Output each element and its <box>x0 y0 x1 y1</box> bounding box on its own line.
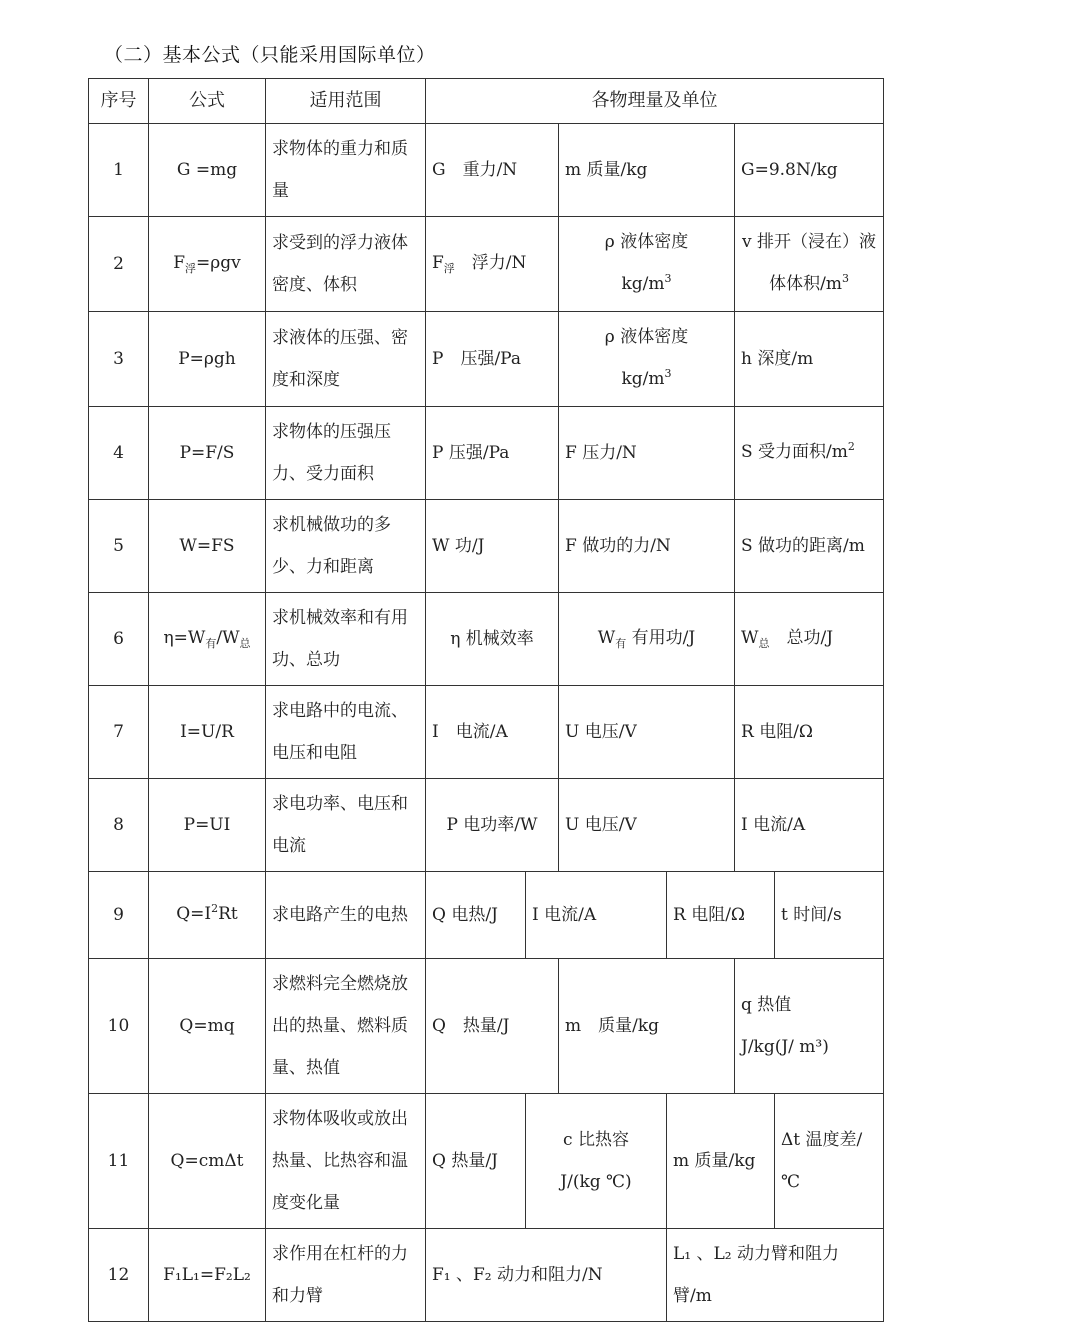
header-index: 序号 <box>89 79 149 124</box>
quantity-cell: S 受力面积$/m^2$ <box>735 407 884 500</box>
table-row <box>89 124 884 217</box>
header-formula: 公式 <box>149 79 266 124</box>
row-formula: $F_浮=\rho gv$ <box>149 217 266 312</box>
quantity-cell: I 电流/A <box>426 686 559 779</box>
quantity-cell: c 比热容 J/(kg ℃) <box>526 1094 667 1229</box>
table-header-row <box>89 79 884 124</box>
row-index: 11 <box>89 1094 149 1229</box>
quantity-cell: I 电流/A <box>526 872 667 959</box>
quantity-cell: m 质量/kg <box>559 124 735 217</box>
row-formula: W=FS <box>149 500 266 593</box>
row-scope: 求机械效率和有用功、总功 <box>266 593 426 686</box>
quantity-cell: R 电阻/Ω <box>667 872 775 959</box>
row-formula: I=U/R <box>149 686 266 779</box>
quantity-cell: P 电功率/W <box>426 779 559 872</box>
section-heading: （二）基本公式（只能采用国际单位） <box>104 44 436 66</box>
row-index: 4 <box>89 407 149 500</box>
row-index: 2 <box>89 217 149 312</box>
header-quantities: 各物理量及单位 <box>426 79 884 124</box>
quantity-cell: $W_有$ 有用功/J <box>559 593 735 686</box>
row-formula: Q=cmΔt <box>149 1094 266 1229</box>
table-row <box>89 1229 884 1322</box>
quantity-cell: R 电阻/Ω <box>735 686 884 779</box>
table-row <box>89 407 884 500</box>
row-scope: 求液体的压强、密度和深度 <box>266 312 426 407</box>
row-index: 9 <box>89 872 149 959</box>
quantity-cell: F₁ 、F₂ 动力和阻力/N <box>426 1229 667 1322</box>
quantity-cell: $W_总$ 总功/J <box>735 593 884 686</box>
row-index: 8 <box>89 779 149 872</box>
table-row <box>89 779 884 872</box>
row-scope: 求物体的重力和质量 <box>266 124 426 217</box>
quantity-cell: t 时间/s <box>775 872 884 959</box>
row-scope: 求燃料完全燃烧放出的热量、燃料质量、热值 <box>266 959 426 1094</box>
row-index: 1 <box>89 124 149 217</box>
quantity-cell: Δt 温度差/℃ <box>775 1094 884 1229</box>
row-formula: P=ρgh <box>149 312 266 407</box>
quantity-cell: Q 热量/J <box>426 959 559 1094</box>
row-scope: 求作用在杠杆的力和力臂 <box>266 1229 426 1322</box>
row-index: 6 <box>89 593 149 686</box>
quantity-cell: G 重力/N <box>426 124 559 217</box>
row-formula: $Q=I^2Rt$ <box>149 872 266 959</box>
quantity-cell: U 电压/V <box>559 686 735 779</box>
quantity-cell: I 电流/A <box>735 779 884 872</box>
quantity-cell: $F_浮$ 浮力/N <box>426 217 559 312</box>
quantity-cell: W 功/J <box>426 500 559 593</box>
formula-table <box>88 78 884 1322</box>
quantity-cell: η 机械效率 <box>426 593 559 686</box>
quantity-cell: ρ 液体密度 $kg/m^3$ <box>559 312 735 407</box>
quantity-cell: L₁ 、L₂ 动力臂和阻力臂/m <box>667 1229 884 1322</box>
row-formula: $\eta=W_有/W_总$ <box>149 593 266 686</box>
row-formula: P=F/S <box>149 407 266 500</box>
quantity-cell: q 热值 J/kg(J/ m³) <box>735 959 884 1094</box>
row-formula: P=UI <box>149 779 266 872</box>
quantity-cell: G=9.8N/kg <box>735 124 884 217</box>
quantity-cell: P 压强/Pa <box>426 312 559 407</box>
row-formula: G =mg <box>149 124 266 217</box>
quantity-cell: F 压力/N <box>559 407 735 500</box>
row-scope: 求电路产生的电热 <box>266 872 426 959</box>
table-row <box>89 872 884 959</box>
row-scope: 求物体吸收或放出热量、比热容和温度变化量 <box>266 1094 426 1229</box>
quantity-cell: v 排开（浸在）液 体体积$/m^3$ <box>735 217 884 312</box>
quantity-cell: m 质量/kg <box>667 1094 775 1229</box>
header-scope: 适用范围 <box>266 79 426 124</box>
quantity-cell: U 电压/V <box>559 779 735 872</box>
table-row <box>89 959 884 1094</box>
row-index: 10 <box>89 959 149 1094</box>
table-row <box>89 312 884 407</box>
row-scope: 求电功率、电压和电流 <box>266 779 426 872</box>
row-formula: Q=mq <box>149 959 266 1094</box>
quantity-cell: F 做功的力/N <box>559 500 735 593</box>
table-row <box>89 593 884 686</box>
quantity-cell: P 压强/Pa <box>426 407 559 500</box>
row-scope: 求物体的压强压力、受力面积 <box>266 407 426 500</box>
row-index: 12 <box>89 1229 149 1322</box>
row-formula: F₁L₁=F₂L₂ <box>149 1229 266 1322</box>
row-index: 7 <box>89 686 149 779</box>
row-scope: 求电路中的电流、电压和电阻 <box>266 686 426 779</box>
row-scope: 求受到的浮力液体密度、体积 <box>266 217 426 312</box>
table-row <box>89 1094 884 1229</box>
table-row <box>89 500 884 593</box>
table-row <box>89 686 884 779</box>
quantity-cell: ρ 液体密度 $kg/m^3$ <box>559 217 735 312</box>
table-row <box>89 217 884 312</box>
row-index: 3 <box>89 312 149 407</box>
row-index: 5 <box>89 500 149 593</box>
quantity-cell: Q 电热/J <box>426 872 526 959</box>
quantity-cell: S 做功的距离/m <box>735 500 884 593</box>
quantity-cell: Q 热量/J <box>426 1094 526 1229</box>
row-scope: 求机械做功的多少、力和距离 <box>266 500 426 593</box>
quantity-cell: h 深度/m <box>735 312 884 407</box>
quantity-cell: m 质量/kg <box>559 959 735 1094</box>
